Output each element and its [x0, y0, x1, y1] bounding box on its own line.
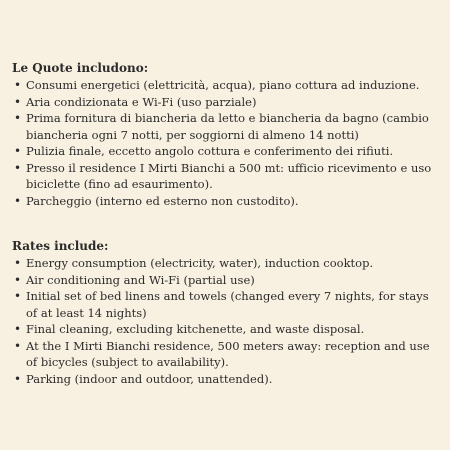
list-item: • Air conditioning and Wi-Fi (partial use) — [26, 272, 438, 289]
list-item: • Consumi energetici (elettricità, acqua), piano cottura ad induzione. — [26, 77, 438, 94]
italian-list — [12, 77, 438, 209]
italian-heading: Le Quote includono: — [12, 61, 149, 75]
english-section — [12, 238, 438, 387]
list-item: • At the I Mirti Bianchi residence, 500 meters away: reception and use of bicycles (subject to availability). — [26, 338, 438, 371]
list-item: • Initial set of bed linens and towels (changed every 7 nights, for stays of at least 14 nights) — [26, 288, 438, 321]
list-item: • Pulizia finale, eccetto angolo cottura e conferimento dei rifiuti. — [26, 143, 438, 160]
list-item: • Final cleaning, excluding kitchenette, and waste disposal. — [26, 321, 438, 338]
italian-section — [12, 60, 438, 209]
english-list — [12, 255, 438, 387]
list-item: • Energy consumption (electricity, water), induction cooktop. — [26, 255, 438, 272]
list-item: • Aria condizionata e Wi-Fi (uso parziale) — [26, 94, 438, 111]
english-heading: Rates include: — [12, 239, 109, 253]
list-item: • Prima fornitura di biancheria da letto e biancheria da bagno (cambio biancheria ogni 7 notti, per soggiorni di almeno 14 notti) — [26, 110, 438, 143]
list-item: • Presso il residence I Mirti Bianchi a 500 mt: ufficio ricevimento e uso biciclette (fino ad esaurimento). — [26, 160, 438, 193]
list-item: • Parcheggio (interno ed esterno non custodito). — [26, 193, 438, 210]
list-item: • Parking (indoor and outdoor, unattended). — [26, 371, 438, 388]
